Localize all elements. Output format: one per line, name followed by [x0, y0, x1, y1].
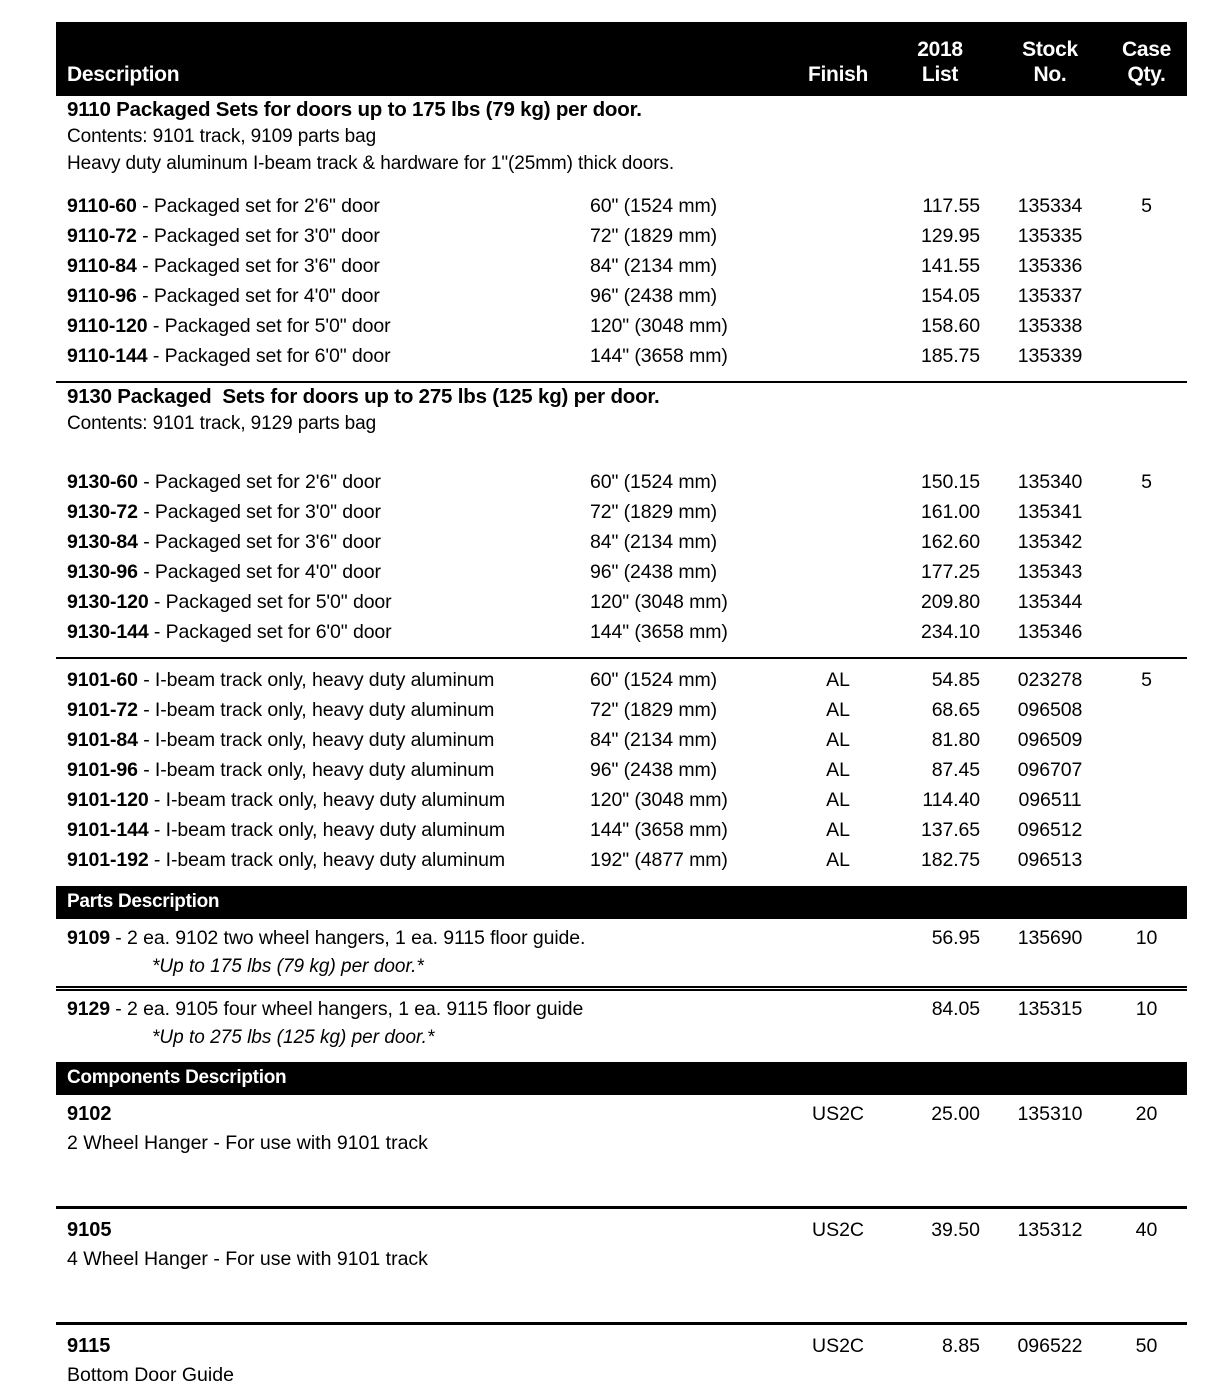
row-stock-no: 135312: [1017, 1219, 1083, 1241]
row-list-price: 117.55: [922, 195, 980, 217]
row-description: [56, 281, 590, 311]
row-case-qty: 5: [1141, 669, 1152, 691]
row-size: 96" (2438 mm): [590, 759, 718, 781]
row-description: [56, 785, 590, 815]
row-sku: 9130-72: [67, 501, 138, 523]
row-desc-text: - Packaged set for 2'6" door: [136, 195, 380, 217]
row-desc-text: - Packaged set for 3'0" door: [136, 225, 380, 247]
table-row[interactable]: [56, 1095, 1187, 1128]
row-finish: AL: [826, 819, 850, 841]
row-sku: 9110-60: [67, 195, 137, 217]
component-subtitle: 2 Wheel Hanger - For use with 9101 track: [67, 1132, 428, 1154]
row-stock-no: 135338: [1017, 315, 1083, 337]
table-row[interactable]: [56, 527, 1187, 557]
section-title: 9130 Packaged Sets for doors up to 275 lbs (125 kg) per door.: [67, 385, 660, 408]
row-stock-no: 135315: [1017, 998, 1083, 1020]
row-size: 120" (3048 mm): [590, 315, 728, 337]
row-list-price: 129.95: [920, 225, 980, 247]
column-header-case-word: Case: [1121, 38, 1171, 61]
row-list-price: 87.45: [931, 759, 980, 781]
column-header-list-price: [886, 37, 994, 87]
row-stock-no: 135334: [1017, 195, 1083, 217]
row-description: [56, 1100, 590, 1128]
row-sku: 9102: [67, 1103, 112, 1125]
row-stock-no: 096512: [1017, 819, 1083, 841]
row-description: [56, 311, 590, 341]
row-sku: 9101-72: [67, 699, 138, 721]
row-sku: 9101-60: [67, 669, 138, 691]
row-description: [56, 557, 590, 587]
table-row[interactable]: [56, 617, 1187, 647]
row-size: 96" (2438 mm): [590, 561, 718, 583]
row-case-qty: 50: [1135, 1335, 1158, 1357]
row-desc-text: - Packaged set for 5'0" door: [147, 315, 391, 337]
section-9130: [56, 383, 1187, 647]
column-header-stock-word: Stock: [1022, 38, 1078, 61]
row-finish: US2C: [811, 1103, 865, 1125]
row-desc-text: - Packaged set for 3'6" door: [136, 255, 380, 277]
row-list-price: 185.75: [920, 345, 980, 367]
row-stock-no: 096522: [1017, 1335, 1083, 1357]
row-sku: 9101-96: [67, 759, 138, 781]
row-size: 120" (3048 mm): [590, 591, 728, 613]
row-list-price: 150.15: [920, 471, 980, 493]
row-list-price: 161.00: [920, 501, 980, 523]
section-note: Contents: 9101 track, 9129 parts bag: [67, 413, 377, 434]
row-desc-text: - I-beam track only, heavy duty aluminum: [148, 789, 506, 811]
table-row[interactable]: [56, 725, 1187, 755]
row-size: 72" (1829 mm): [590, 501, 718, 523]
row-weight-note: *Up to 275 lbs (125 kg) per door.*: [152, 1027, 435, 1048]
row-desc-text: - I-beam track only, heavy duty aluminum: [137, 759, 495, 781]
table-row[interactable]: [56, 587, 1187, 617]
row-sku: 9109: [67, 927, 110, 949]
row-stock-no: 135690: [1017, 927, 1083, 949]
row-sku: 9130-120: [67, 591, 149, 613]
row-stock-no: 023278: [1017, 669, 1083, 691]
row-sku: 9130-144: [67, 621, 149, 643]
row-size: 72" (1829 mm): [590, 699, 718, 721]
table-row[interactable]: [56, 785, 1187, 815]
row-stock-no: 135340: [1017, 471, 1083, 493]
row-sku: 9130-84: [67, 531, 138, 553]
table-row[interactable]: [56, 695, 1187, 725]
row-finish: AL: [826, 789, 850, 811]
row-finish: AL: [826, 699, 850, 721]
section-9110: [56, 96, 1187, 371]
row-sku: 9101-84: [67, 729, 138, 751]
row-size: 96" (2438 mm): [590, 285, 718, 307]
row-sku: 9110-120: [67, 315, 148, 337]
row-description: [56, 467, 590, 497]
row-list-price: 154.05: [920, 285, 980, 307]
row-case-qty: 5: [1141, 195, 1152, 217]
row-description: [56, 665, 590, 695]
row-size: 120" (3048 mm): [590, 789, 728, 811]
row-size: 84" (2134 mm): [590, 729, 718, 751]
component-row-group: [56, 1211, 1187, 1274]
table-row[interactable]: [56, 1211, 1187, 1244]
row-case-qty: 40: [1135, 1219, 1158, 1241]
row-size: 60" (1524 mm): [590, 195, 718, 217]
product-price-table: [56, 22, 1187, 1390]
row-list-price: 25.00: [931, 1103, 980, 1125]
column-header-case-qty: [1106, 37, 1187, 87]
table-row[interactable]: [56, 557, 1187, 587]
row-description: [56, 725, 590, 755]
row-stock-no: 096509: [1017, 729, 1083, 751]
row-list-price: 56.95: [931, 927, 980, 949]
row-description: [56, 341, 590, 371]
row-case-qty: 10: [1135, 927, 1158, 949]
row-stock-no: 135339: [1017, 345, 1083, 367]
row-sku: 9129: [67, 998, 110, 1020]
table-row[interactable]: [56, 755, 1187, 785]
row-stock-no: 135346: [1017, 621, 1083, 643]
row-stock-no: 135344: [1017, 591, 1083, 613]
row-finish: AL: [826, 669, 850, 691]
row-stock-no: 135310: [1017, 1103, 1083, 1125]
row-list-price: 8.85: [942, 1335, 980, 1357]
column-header-list-word: List: [921, 63, 959, 86]
row-desc-text: - I-beam track only, heavy duty aluminum: [137, 669, 495, 691]
row-sku: 9110-96: [67, 285, 137, 307]
row-size: 72" (1829 mm): [590, 225, 718, 247]
row-desc-text: - Packaged set for 2'6" door: [137, 471, 381, 493]
row-list-price: 81.80: [931, 729, 980, 751]
table-row[interactable]: [56, 467, 1187, 497]
row-description: [56, 527, 590, 557]
parts-row-group: [56, 994, 1187, 1052]
row-size: 84" (2134 mm): [590, 531, 718, 553]
table-row[interactable]: [56, 311, 1187, 341]
table-row[interactable]: [56, 994, 1187, 1024]
row-size: 144" (3658 mm): [590, 819, 728, 841]
table-row[interactable]: [56, 919, 1187, 953]
row-desc-text: - Packaged set for 6'0" door: [147, 345, 391, 367]
row-stock-no: 096707: [1017, 759, 1083, 781]
row-finish: US2C: [811, 1219, 865, 1241]
row-desc-text: - Packaged set for 6'0" door: [148, 621, 392, 643]
row-list-price: 68.65: [931, 699, 980, 721]
row-stock-no: 096511: [1018, 789, 1082, 811]
row-sku: 9101-144: [67, 819, 149, 841]
row-stock-no: 135336: [1017, 255, 1083, 277]
row-size: 144" (3658 mm): [590, 345, 728, 367]
table-row[interactable]: [56, 251, 1187, 281]
row-description: [56, 695, 590, 725]
row-sku: 9110-84: [67, 255, 137, 277]
row-description: [56, 994, 590, 1024]
row-description: [56, 1216, 590, 1244]
row-sku: 9105: [67, 1219, 112, 1241]
row-desc-text: - I-beam track only, heavy duty aluminum: [148, 819, 506, 841]
row-list-price: 162.60: [920, 531, 980, 553]
table-row[interactable]: [56, 281, 1187, 311]
row-description: [56, 587, 590, 617]
row-case-qty: 10: [1135, 998, 1158, 1020]
row-desc-text: - Packaged set for 3'6" door: [137, 531, 381, 553]
row-stock-no: 096508: [1017, 699, 1083, 721]
row-list-price: 54.85: [931, 669, 980, 691]
row-sku: 9130-60: [67, 471, 138, 493]
row-size: 60" (1524 mm): [590, 669, 718, 691]
row-desc-text: - 2 ea. 9102 two wheel hangers, 1 ea. 9115 floor guide.: [109, 927, 586, 949]
row-description: [56, 1332, 590, 1360]
component-row-group: [56, 1327, 1187, 1390]
row-size: 60" (1524 mm): [590, 471, 718, 493]
table-row[interactable]: [56, 497, 1187, 527]
row-list-price: 114.40: [922, 789, 980, 811]
table-row[interactable]: [56, 1327, 1187, 1360]
row-size: 84" (2134 mm): [590, 255, 718, 277]
column-header-finish: Finish: [807, 63, 869, 86]
row-sku: 9110-144: [67, 345, 148, 367]
table-header: [56, 22, 1187, 96]
table-row[interactable]: [56, 221, 1187, 251]
column-header-stock-abbr: No.: [1033, 63, 1067, 86]
row-description: [56, 497, 590, 527]
components-description-band: Components Description: [56, 1062, 1187, 1095]
row-description: [56, 191, 590, 221]
section-title: 9110 Packaged Sets for doors up to 175 lbs (79 kg) per door.: [67, 98, 642, 121]
row-list-price: 137.65: [920, 819, 980, 841]
row-size: 192" (4877 mm): [590, 849, 728, 871]
column-header-description: Description: [67, 63, 180, 86]
row-desc-text: - I-beam track only, heavy duty aluminum: [148, 849, 506, 871]
row-finish: US2C: [811, 1335, 865, 1357]
row-desc-text: - I-beam track only, heavy duty aluminum: [137, 699, 495, 721]
row-desc-text: - I-beam track only, heavy duty aluminum: [137, 729, 495, 751]
row-list-price: 234.10: [920, 621, 980, 643]
row-stock-no: 135335: [1017, 225, 1083, 247]
row-list-price: 182.75: [920, 849, 980, 871]
row-desc-text: - Packaged set for 5'0" door: [148, 591, 392, 613]
row-weight-note: *Up to 175 lbs (79 kg) per door.*: [152, 956, 424, 977]
row-size: 144" (3658 mm): [590, 621, 728, 643]
row-list-price: 39.50: [931, 1219, 980, 1241]
row-description: [56, 755, 590, 785]
component-subtitle: 4 Wheel Hanger - For use with 9101 track: [67, 1248, 428, 1270]
row-sku: 9101-192: [67, 849, 149, 871]
row-finish: AL: [826, 849, 850, 871]
component-row-group: [56, 1095, 1187, 1158]
parts-description-band: Parts Description: [56, 886, 1187, 919]
row-sku: 9130-96: [67, 561, 138, 583]
row-description: [56, 845, 590, 875]
table-row[interactable]: [56, 815, 1187, 845]
table-row[interactable]: [56, 665, 1187, 695]
table-row[interactable]: [56, 191, 1187, 221]
section-note: Contents: 9101 track, 9109 parts bag: [67, 126, 377, 147]
row-finish: AL: [826, 759, 850, 781]
row-list-price: 84.05: [931, 998, 980, 1020]
component-subtitle: Bottom Door Guide: [67, 1364, 234, 1386]
row-stock-no: 135342: [1017, 531, 1083, 553]
row-stock-no: 135337: [1017, 285, 1083, 307]
column-header-list-year: 2018: [917, 38, 963, 61]
row-description: [56, 617, 590, 647]
column-header-stock-no: [994, 37, 1106, 87]
column-header-qty-word: Qty.: [1127, 63, 1166, 86]
row-stock-no: 135341: [1017, 501, 1083, 523]
table-row[interactable]: [56, 845, 1187, 875]
row-description: [56, 815, 590, 845]
row-description: [56, 251, 590, 281]
row-case-qty: 5: [1141, 471, 1152, 493]
row-desc-text: - Packaged set for 3'0" door: [137, 501, 381, 523]
section-note: Heavy duty aluminum I-beam track & hardware for 1"(25mm) thick doors.: [67, 153, 675, 174]
row-desc-text: - Packaged set for 4'0" door: [136, 285, 380, 307]
row-stock-no: 096513: [1017, 849, 1083, 871]
row-sku: 9101-120: [67, 789, 149, 811]
section-9101: [56, 665, 1187, 875]
row-list-price: 141.55: [920, 255, 980, 277]
row-stock-no: 135343: [1017, 561, 1083, 583]
row-list-price: 177.25: [920, 561, 980, 583]
row-case-qty: 20: [1135, 1103, 1158, 1125]
row-sku: 9110-72: [67, 225, 137, 247]
row-list-price: 158.60: [920, 315, 980, 337]
row-desc-text: - 2 ea. 9105 four wheel hangers, 1 ea. 9115 floor guide: [109, 998, 584, 1020]
parts-row-group: [56, 919, 1187, 981]
row-list-price: 209.80: [920, 591, 980, 613]
row-finish: AL: [826, 729, 850, 751]
row-description: [56, 221, 590, 251]
table-row[interactable]: [56, 341, 1187, 371]
row-description: [56, 923, 590, 953]
row-desc-text: - Packaged set for 4'0" door: [137, 561, 381, 583]
row-sku: 9115: [67, 1335, 111, 1357]
